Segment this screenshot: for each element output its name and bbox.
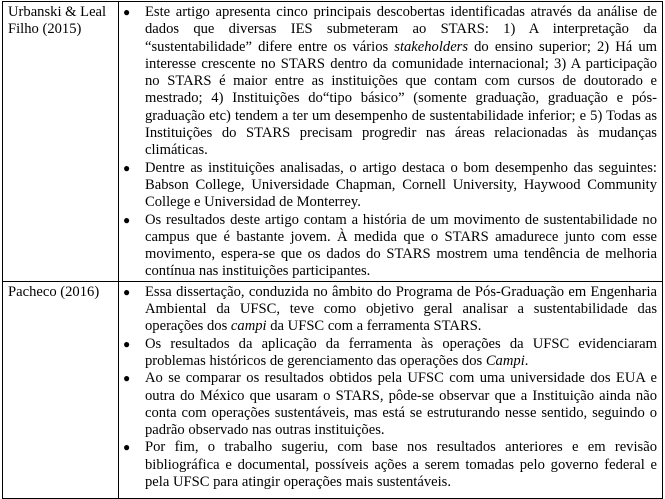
author-cell: Urbanski & Leal Filho (2015): [3, 2, 119, 282]
table-row: [3, 2, 663, 282]
text-segment: da UFSC com a ferramenta STARS.: [266, 318, 482, 335]
list-item: [119, 4, 657, 160]
findings-list: [119, 4, 657, 281]
italic-text: stakeholders: [394, 38, 469, 55]
list-item: [119, 336, 657, 371]
text-segment: Os resultados da aplicação da ferramenta às operações da UFSC evidenciaram problemas históricos de gerenciamento das operações dos: [145, 335, 657, 369]
italic-text: Campi: [485, 352, 525, 369]
list-item: [119, 284, 657, 336]
text-segment: Este artigo apresenta cinco principais descobertas identificadas através da análise de dados que diversas IES submeteram ao STARS: 1) A interpretação da “sustentabilidade” difere entre os vários: [145, 4, 657, 55]
table-row: [3, 281, 663, 498]
list-item: [119, 370, 657, 439]
text-segment: Os resultados deste artigo contam a história de um movimento de sustentabilidade no campus que é bastante jovem. À medida que o STARS amadurece junto com esse movimento, espera-se que os dados do STARS mostrem uma tendência de melhoria contínua nas instituições participantes.: [145, 211, 657, 280]
findings-cell: [119, 2, 663, 282]
text-segment: Ao se comparar os resultados obtidos pela UFSC com uma universidade dos EUA e outra do México que usaram o STARS, pôde-se observar que a Instituição ainda não conta com operações sustentáveis, mas está se estruturando nesse sentido, seguindo o padrão observado nas outras instituições.: [145, 370, 657, 439]
author-cell: Pacheco (2016): [3, 281, 119, 498]
list-item: [119, 160, 657, 212]
list-item: [119, 212, 657, 281]
bullet-icon: ●: [123, 440, 131, 455]
text-segment: Por fim, o trabalho sugeriu, com base nos resultados anteriores e em revisão bibliográfica e documental, possíveis ações a serem tomadas pelo governo federal e pela UFSC para atingir operações mais sustentáveis.: [145, 439, 657, 491]
bullet-icon: ●: [123, 160, 131, 175]
list-item: [119, 439, 657, 491]
bullet-icon: ●: [123, 284, 131, 299]
bullet-icon: ●: [123, 336, 131, 351]
bullet-icon: ●: [123, 371, 131, 386]
text-segment: do ensino superior; 2) Há um interesse crescente no STARS dentro da comunidade internacional; 3) A participação no STARS é maior entre as instituições que contam com cursos de doutorado e mestrado; 4) Instituições do“tipo básico” (somente graduação, graduação e pós-graduação etc) tendem a ter um desempenho de sustentabilidade inferior; e 5) Todas as Instituições do STARS precisam progredir nas áreas relacionadas às mudanças climáticas.: [145, 38, 657, 159]
italic-text: campi: [230, 318, 267, 335]
text-segment: Dentre as instituições analisadas, o artigo destaca o bom desempenho das seguintes: Babson College, Universidade Chapman, Cornell University, Haywood Community College e Universidad de Monterrey.: [145, 159, 657, 211]
text-segment: .: [524, 352, 529, 369]
literature-summary-table: [2, 1, 663, 499]
bullet-icon: ●: [123, 5, 131, 19]
findings-cell: [119, 281, 663, 498]
findings-list: [119, 284, 657, 492]
bullet-icon: ●: [123, 212, 131, 227]
text-segment: Essa dissertação, conduzida no âmbito do Programa de Pós-Graduação em Engenharia Ambiental da UFSC, teve como objetivo geral analisar a sustentabilidade das operações dos: [145, 283, 657, 335]
